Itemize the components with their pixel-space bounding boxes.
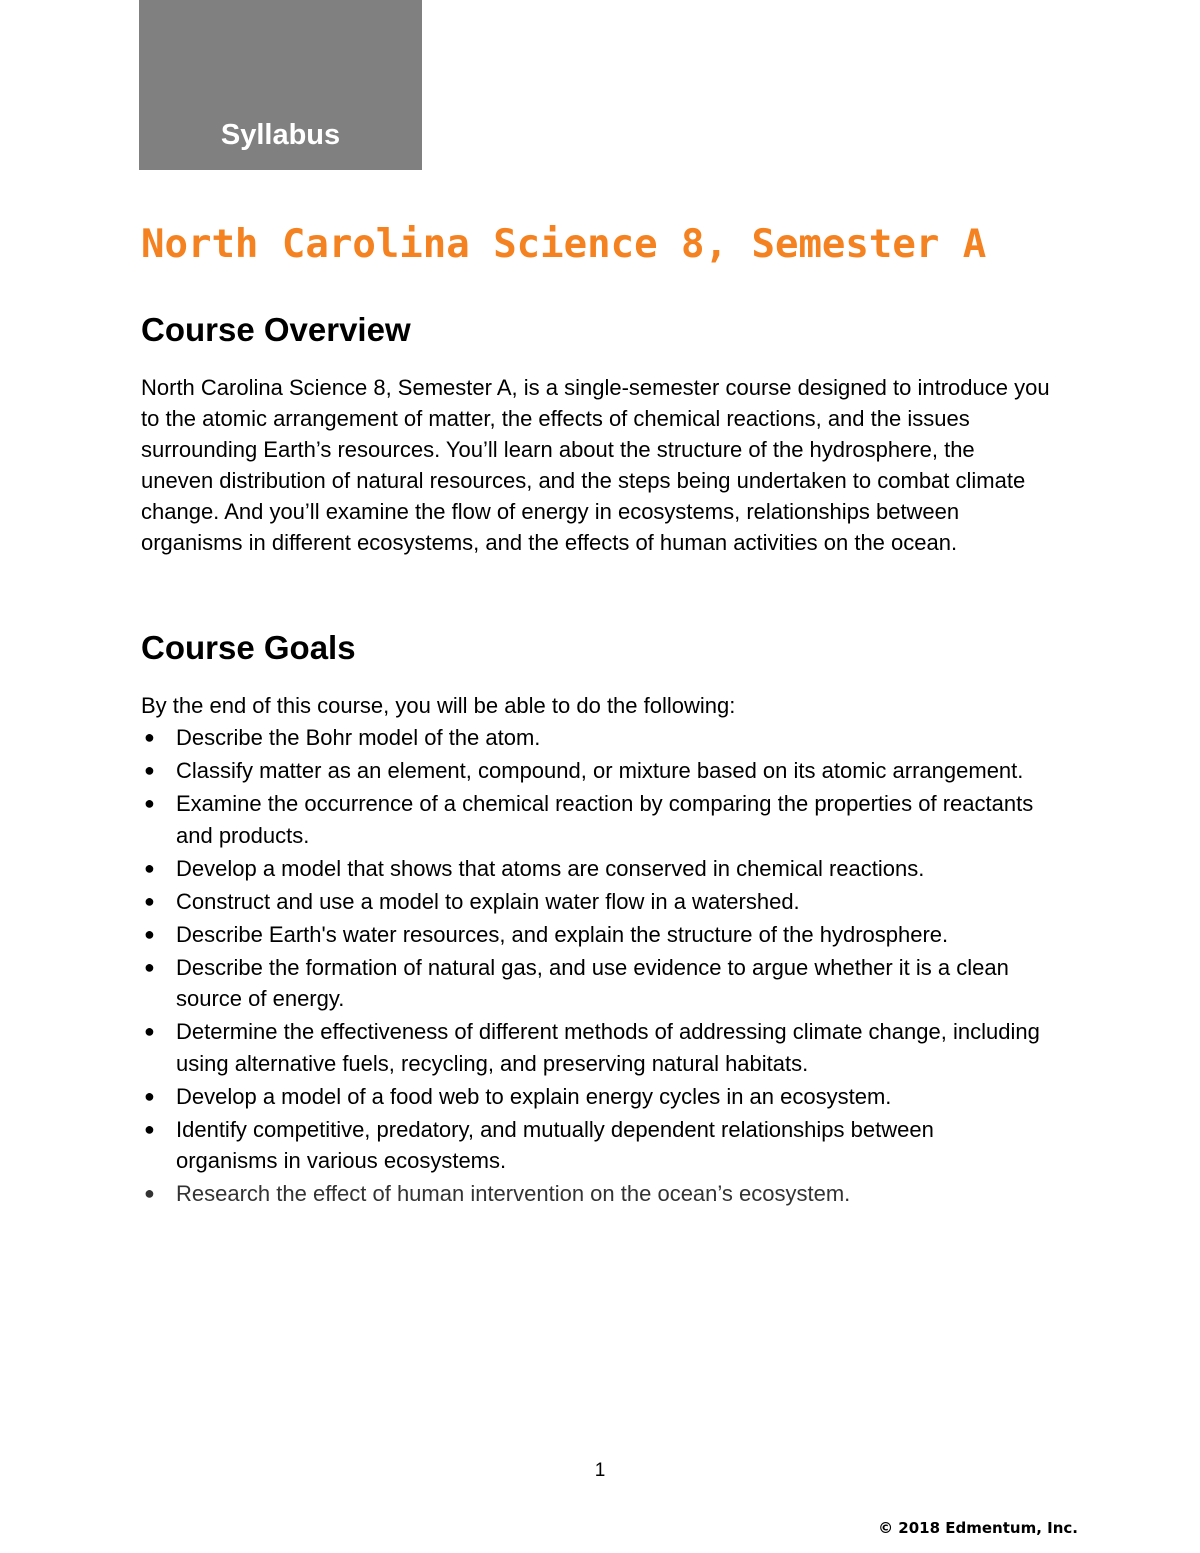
goal-item — [141, 1114, 1041, 1177]
bullet-icon: ● — [144, 727, 155, 747]
goal-item — [141, 722, 1041, 754]
bullet-icon: ● — [144, 1021, 155, 1041]
goal-item — [141, 886, 1041, 918]
goal-item — [141, 1178, 1041, 1210]
bullet-icon: ● — [144, 1085, 155, 1106]
bullet-icon: ● — [144, 890, 155, 911]
course-overview-heading: Course Overview — [141, 311, 411, 348]
goal-text: Classify matter as an element, compound, or mixture based on its atomic arrangement. — [176, 758, 1024, 783]
bullet-icon: ● — [144, 857, 155, 878]
bullet-icon: ● — [144, 923, 155, 944]
goal-text: Develop a model of a food web to explain energy cycles in an ecosystem. — [176, 1083, 892, 1109]
syllabus-tab-label: Syllabus — [220, 119, 341, 151]
course-goals-heading: Course Goals — [141, 629, 356, 666]
goal-item — [141, 1016, 1041, 1079]
bullet-icon: ● — [144, 760, 155, 780]
goal-text: Describe Earth's water resources, and explain the structure of the hydrosphere. — [176, 921, 949, 947]
bullet-icon: ● — [144, 956, 155, 977]
course-goals-list — [141, 722, 1041, 1211]
goal-text: Describe the formation of natural gas, and use evidence to argue whether it is a clean source of energy. — [176, 954, 1009, 1011]
goal-text: Describe the Bohr model of the atom. — [176, 725, 541, 750]
goal-item — [141, 755, 1041, 787]
bullet-icon: ● — [144, 793, 155, 813]
goal-item — [141, 788, 1041, 851]
goal-text: Research the effect of human intervention on the ocean’s ecosystem. — [176, 1181, 851, 1206]
course-goals-intro: By the end of this course, you will be able to do the following: — [141, 693, 736, 718]
goal-item — [141, 1081, 1041, 1113]
bullet-icon: ● — [144, 1183, 155, 1203]
goal-text: Identify competitive, predatory, and mutually dependent relationships between organisms in various ecosystems. — [176, 1116, 934, 1173]
goal-item — [141, 919, 1041, 951]
goal-item — [141, 853, 1041, 885]
copyright-notice: © 2018 Edmentum, Inc. — [878, 1519, 1078, 1537]
course-overview-body: North Carolina Science 8, Semester A, is a single-semester course designed to introduce you to the atomic arrangement of matter, the effects of chemical reactions, and the issues surrounding Earth’s resources. You’ll learn about the structure of the hydrosphere, the uneven distribution of natural resources, and the steps being undertaken to combat climate change. And you’ll examine the flow of energy in ecosystems, relationships between organisms in different ecosystems, and the effects of human activities on the ocean. — [141, 375, 1050, 555]
goal-text: Develop a model that shows that atoms are conserved in chemical reactions. — [176, 855, 925, 881]
goal-text: Determine the effectiveness of different methods of addressing climate change, including using alternative fuels, recycling, and preserving natural habitats. — [176, 1019, 1040, 1076]
bullet-icon: ● — [144, 1118, 155, 1139]
page-number: 1 — [594, 1460, 606, 1481]
goal-item — [141, 952, 1041, 1015]
goal-text: Examine the occurrence of a chemical reaction by comparing the properties of reactants and products. — [176, 791, 1034, 848]
goal-text: Construct and use a model to explain water flow in a watershed. — [176, 888, 800, 914]
syllabus-tab — [139, 0, 422, 170]
course-title: North Carolina Science 8, Semester A — [141, 222, 987, 267]
